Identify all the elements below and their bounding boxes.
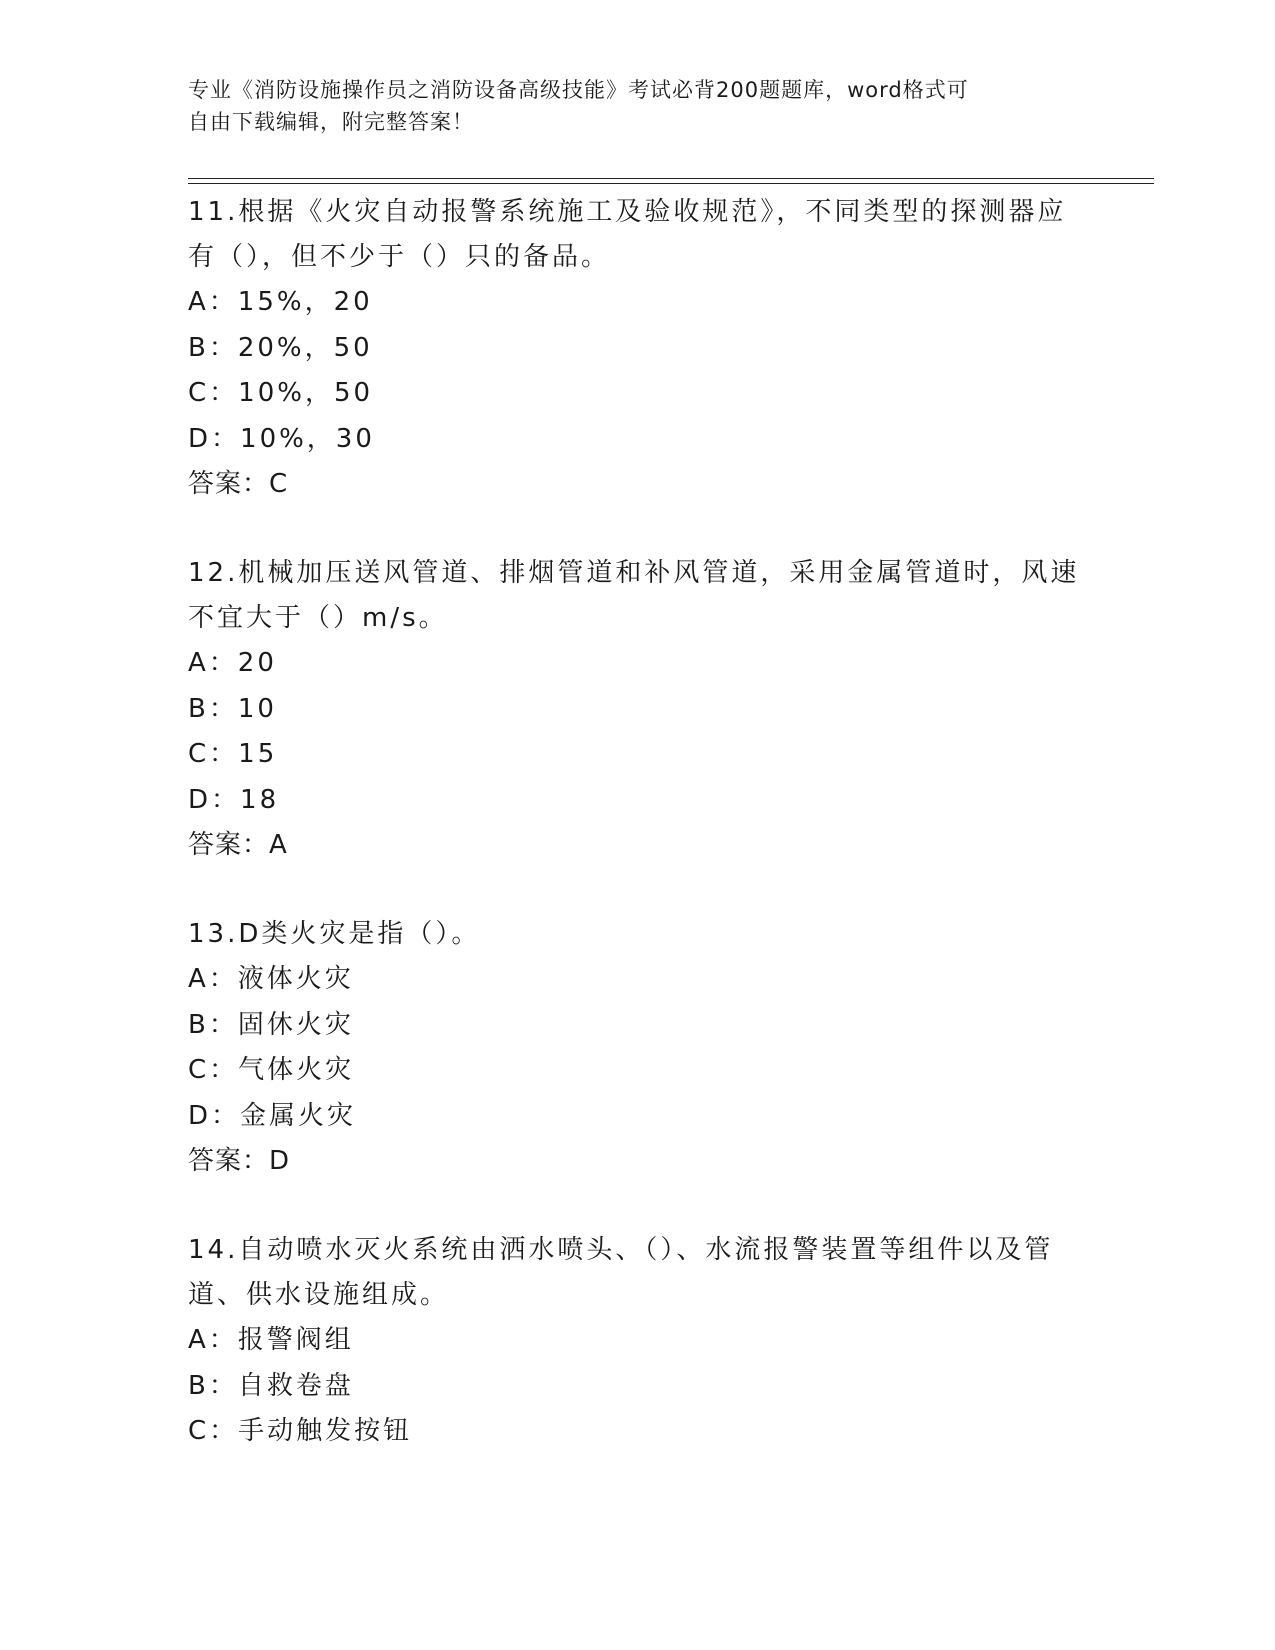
header-line-2: 自由下载编辑，附完整答案！ bbox=[188, 110, 474, 134]
question-text-line: 14.自动喷水灭火系统由洒水喷头、（）、水流报警装置等组件以及管 bbox=[188, 1235, 1054, 1265]
option-c: C：气体火灾 bbox=[188, 1055, 355, 1085]
option-d: D：金属火灾 bbox=[188, 1100, 357, 1131]
answer: 答案：C bbox=[188, 469, 289, 499]
header-divider-bottom bbox=[188, 183, 1154, 184]
option-b: B：自救卷盘 bbox=[188, 1370, 354, 1401]
question-text-line: 道、供水设施组成。 bbox=[188, 1280, 450, 1310]
option-c: C：15 bbox=[188, 739, 278, 769]
answer: 答案：A bbox=[188, 830, 288, 860]
option-b: B：10 bbox=[188, 693, 277, 724]
answer: 答案：D bbox=[188, 1146, 291, 1176]
option-d: D：10%，30 bbox=[188, 423, 375, 454]
question-text-line: 不宜大于（）m/s。 bbox=[188, 603, 448, 633]
option-b: B：20%，50 bbox=[188, 332, 373, 363]
question-text-line: 12.机械加压送风管道、排烟管道和补风管道，采用金属管道时，风速 bbox=[188, 558, 1080, 588]
option-c: C：10%，50 bbox=[188, 378, 374, 408]
document-header bbox=[188, 74, 1088, 138]
option-a: A：20 bbox=[188, 648, 277, 678]
option-a: A：15%，20 bbox=[188, 287, 373, 317]
question-list bbox=[188, 190, 1088, 1499]
question-text-line: 11.根据《火灾自动报警系统施工及验收规范》，不同类型的探测器应 bbox=[188, 197, 1067, 227]
question-text-line: 13.D类火灾是指（）。 bbox=[188, 919, 481, 949]
option-b: B：固休火灾 bbox=[188, 1009, 354, 1040]
question-text-line: 有（），但不少于（）只的备品。 bbox=[188, 242, 611, 272]
question-14 bbox=[188, 1228, 1088, 1455]
option-a: A：液体火灾 bbox=[188, 964, 354, 994]
option-c: C：手动触发按钮 bbox=[188, 1416, 413, 1446]
header-line-1: 专业《消防设施操作员之消防设备高级技能》考试必背200题题库，word格式可 bbox=[188, 78, 969, 102]
header-divider-top bbox=[188, 178, 1154, 179]
question-12 bbox=[188, 551, 1088, 868]
question-11 bbox=[188, 190, 1088, 507]
option-a: A：报警阀组 bbox=[188, 1325, 354, 1355]
option-d: D：18 bbox=[188, 784, 280, 815]
question-13 bbox=[188, 912, 1088, 1184]
